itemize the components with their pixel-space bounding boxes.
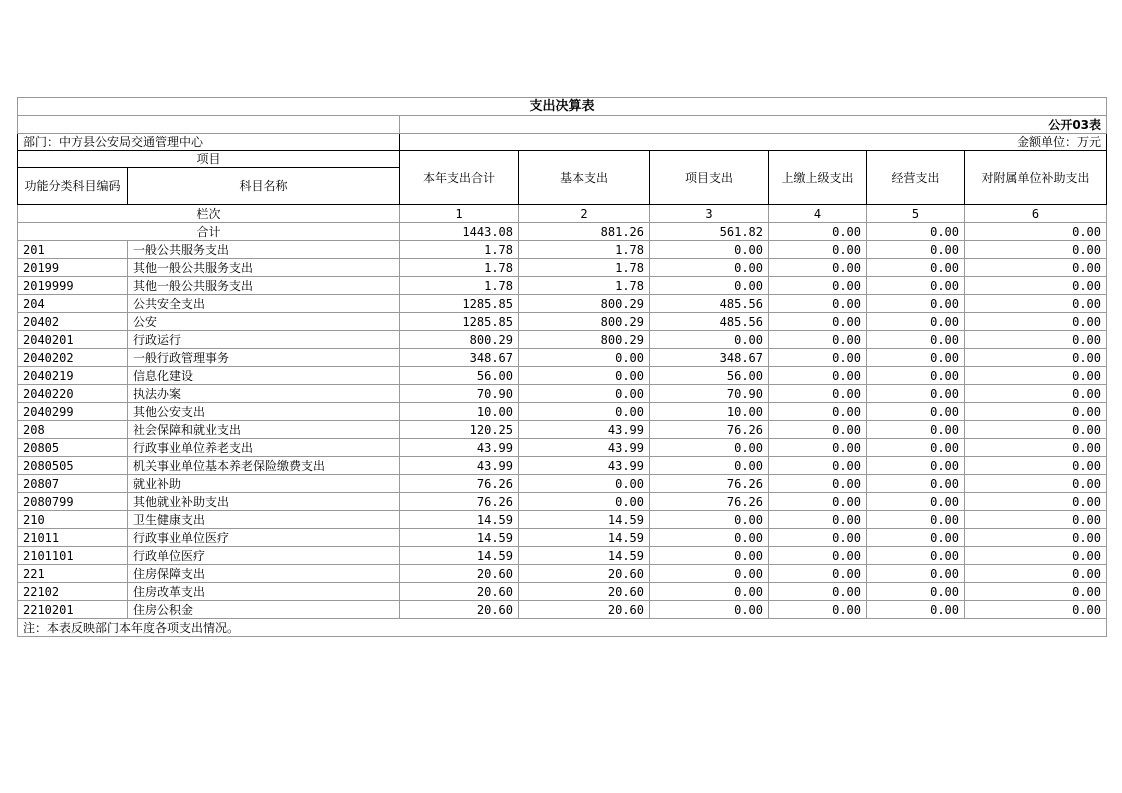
row-name: 一般公共服务支出 (128, 241, 400, 259)
row-value: 0.00 (965, 529, 1107, 547)
table-row (18, 349, 1107, 367)
row-value: 0.00 (965, 475, 1107, 493)
row-value: 0.00 (650, 565, 769, 583)
row-value: 0.00 (769, 277, 867, 295)
table-row (18, 421, 1107, 439)
row-name: 社会保障和就业支出 (128, 421, 400, 439)
row-value: 14.59 (519, 511, 650, 529)
row-value: 76.26 (650, 493, 769, 511)
row-value: 76.26 (400, 493, 519, 511)
row-value: 0.00 (965, 493, 1107, 511)
row-name: 公共安全支出 (128, 295, 400, 313)
row-value: 0.00 (867, 439, 965, 457)
table-row (18, 493, 1107, 511)
row-code: 20805 (18, 439, 128, 457)
row-value: 800.29 (519, 313, 650, 331)
total-value: 561.82 (650, 223, 769, 241)
row-value: 800.29 (400, 331, 519, 349)
row-value: 43.99 (519, 421, 650, 439)
row-value: 1285.85 (400, 313, 519, 331)
row-name: 行政事业单位养老支出 (128, 439, 400, 457)
row-value: 10.00 (400, 403, 519, 421)
row-code: 221 (18, 565, 128, 583)
header-upper: 上缴上级支出 (769, 151, 867, 205)
row-name: 执法办案 (128, 385, 400, 403)
row-value: 0.00 (650, 439, 769, 457)
row-value: 0.00 (965, 511, 1107, 529)
row-value: 20.60 (400, 601, 519, 619)
row-value: 14.59 (519, 529, 650, 547)
index-col: 2 (519, 205, 650, 223)
row-value: 0.00 (867, 313, 965, 331)
table-row (18, 511, 1107, 529)
row-value: 120.25 (400, 421, 519, 439)
row-value: 14.59 (400, 529, 519, 547)
row-value: 0.00 (867, 295, 965, 313)
row-code: 22102 (18, 583, 128, 601)
row-value: 0.00 (965, 259, 1107, 277)
row-value: 0.00 (965, 277, 1107, 295)
index-col: 4 (769, 205, 867, 223)
table-row (18, 241, 1107, 259)
row-value: 76.26 (650, 421, 769, 439)
row-value: 0.00 (769, 331, 867, 349)
table-row (18, 403, 1107, 421)
row-value: 0.00 (769, 601, 867, 619)
row-value: 0.00 (769, 547, 867, 565)
row-name: 其他公安支出 (128, 403, 400, 421)
row-value: 0.00 (650, 547, 769, 565)
header-name: 科目名称 (128, 168, 400, 205)
row-value: 0.00 (867, 367, 965, 385)
header-basic: 基本支出 (519, 151, 650, 205)
row-value: 0.00 (650, 529, 769, 547)
row-value: 70.90 (400, 385, 519, 403)
row-code: 20199 (18, 259, 128, 277)
index-col: 3 (650, 205, 769, 223)
row-value: 0.00 (867, 421, 965, 439)
row-name: 行政事业单位医疗 (128, 529, 400, 547)
row-value: 0.00 (867, 565, 965, 583)
header-code: 功能分类科目编码 (18, 168, 128, 205)
total-value: 1443.08 (400, 223, 519, 241)
row-name: 其他一般公共服务支出 (128, 259, 400, 277)
row-value: 0.00 (769, 241, 867, 259)
row-value: 0.00 (867, 331, 965, 349)
header-business: 经营支出 (867, 151, 965, 205)
index-col: 5 (867, 205, 965, 223)
table-note: 注：本表反映部门本年度各项支出情况。 (18, 619, 1107, 637)
table-row (18, 439, 1107, 457)
row-name: 行政单位医疗 (128, 547, 400, 565)
header-item-group: 项目 (18, 151, 400, 168)
row-code: 204 (18, 295, 128, 313)
row-value: 43.99 (400, 439, 519, 457)
row-value: 0.00 (650, 241, 769, 259)
row-value: 20.60 (519, 565, 650, 583)
table-row (18, 331, 1107, 349)
row-value: 76.26 (400, 475, 519, 493)
row-value: 0.00 (965, 421, 1107, 439)
row-value: 0.00 (769, 403, 867, 421)
row-value: 43.99 (400, 457, 519, 475)
form-number: 公开03表 (400, 116, 1107, 134)
row-name: 就业补助 (128, 475, 400, 493)
row-value: 1.78 (400, 259, 519, 277)
row-value: 0.00 (965, 241, 1107, 259)
total-value: 881.26 (519, 223, 650, 241)
row-value: 0.00 (519, 475, 650, 493)
row-code: 20402 (18, 313, 128, 331)
row-name: 一般行政管理事务 (128, 349, 400, 367)
row-value: 800.29 (519, 295, 650, 313)
row-value: 20.60 (519, 583, 650, 601)
row-value: 0.00 (769, 475, 867, 493)
row-value: 1.78 (400, 277, 519, 295)
table-row (18, 259, 1107, 277)
row-value: 0.00 (769, 439, 867, 457)
row-value: 0.00 (769, 583, 867, 601)
row-value: 0.00 (867, 241, 965, 259)
row-value: 0.00 (965, 313, 1107, 331)
row-value: 0.00 (519, 385, 650, 403)
table-row (18, 583, 1107, 601)
table-row (18, 475, 1107, 493)
row-code: 208 (18, 421, 128, 439)
total-row-label: 合计 (18, 223, 400, 241)
row-value: 56.00 (400, 367, 519, 385)
row-value: 800.29 (519, 331, 650, 349)
row-value: 0.00 (965, 565, 1107, 583)
row-code: 210 (18, 511, 128, 529)
row-code: 2040202 (18, 349, 128, 367)
unit-label: 金额单位：万元 (400, 134, 1107, 151)
row-value: 0.00 (769, 457, 867, 475)
row-value: 0.00 (965, 385, 1107, 403)
row-value: 0.00 (965, 367, 1107, 385)
row-value: 0.00 (769, 511, 867, 529)
row-value: 10.00 (650, 403, 769, 421)
row-value: 0.00 (867, 259, 965, 277)
row-value: 14.59 (400, 547, 519, 565)
row-code: 2080505 (18, 457, 128, 475)
total-value: 0.00 (769, 223, 867, 241)
row-value: 0.00 (650, 511, 769, 529)
row-value: 0.00 (769, 565, 867, 583)
row-value: 0.00 (867, 349, 965, 367)
header-subsidy: 对附属单位补助支出 (965, 151, 1107, 205)
row-value: 0.00 (769, 313, 867, 331)
row-value: 0.00 (650, 277, 769, 295)
row-value: 0.00 (965, 439, 1107, 457)
row-value: 0.00 (965, 583, 1107, 601)
row-value: 0.00 (519, 403, 650, 421)
row-code: 2080799 (18, 493, 128, 511)
row-value: 0.00 (519, 367, 650, 385)
row-code: 2210201 (18, 601, 128, 619)
row-value: 0.00 (965, 331, 1107, 349)
row-value: 0.00 (519, 349, 650, 367)
row-code: 2040201 (18, 331, 128, 349)
row-value: 0.00 (965, 295, 1107, 313)
row-value: 0.00 (769, 367, 867, 385)
row-value: 0.00 (769, 385, 867, 403)
row-name: 住房改革支出 (128, 583, 400, 601)
row-value: 20.60 (519, 601, 650, 619)
department-label: 部门：中方县公安局交通管理中心 (18, 134, 400, 151)
table-row (18, 277, 1107, 295)
row-value: 0.00 (965, 349, 1107, 367)
table-row (18, 565, 1107, 583)
row-value: 0.00 (965, 403, 1107, 421)
row-code: 2040219 (18, 367, 128, 385)
row-value: 485.56 (650, 313, 769, 331)
row-value: 1.78 (519, 259, 650, 277)
row-value: 0.00 (867, 547, 965, 565)
total-value: 0.00 (965, 223, 1107, 241)
table-row (18, 457, 1107, 475)
row-name: 信息化建设 (128, 367, 400, 385)
row-value: 1285.85 (400, 295, 519, 313)
row-value: 0.00 (867, 457, 965, 475)
row-value: 14.59 (519, 547, 650, 565)
row-value: 0.00 (769, 529, 867, 547)
row-code: 2040299 (18, 403, 128, 421)
table-row (18, 529, 1107, 547)
row-value: 20.60 (400, 565, 519, 583)
row-value: 0.00 (867, 385, 965, 403)
row-value: 348.67 (400, 349, 519, 367)
row-code: 20807 (18, 475, 128, 493)
row-value: 0.00 (769, 259, 867, 277)
index-row-label: 栏次 (18, 205, 400, 223)
blank-cell (18, 116, 400, 134)
row-value: 70.90 (650, 385, 769, 403)
row-value: 1.78 (400, 241, 519, 259)
total-value: 0.00 (867, 223, 965, 241)
row-value: 0.00 (519, 493, 650, 511)
table-row (18, 385, 1107, 403)
row-code: 201 (18, 241, 128, 259)
row-value: 0.00 (769, 295, 867, 313)
row-value: 0.00 (769, 421, 867, 439)
row-name: 公安 (128, 313, 400, 331)
row-value: 76.26 (650, 475, 769, 493)
row-value: 56.00 (650, 367, 769, 385)
row-value: 485.56 (650, 295, 769, 313)
row-name: 住房保障支出 (128, 565, 400, 583)
expenditure-statement-sheet (17, 97, 1106, 637)
row-value: 0.00 (650, 259, 769, 277)
row-code: 21011 (18, 529, 128, 547)
row-value: 0.00 (650, 457, 769, 475)
row-value: 20.60 (400, 583, 519, 601)
row-value: 0.00 (650, 331, 769, 349)
row-name: 机关事业单位基本养老保险缴费支出 (128, 457, 400, 475)
row-code: 2019999 (18, 277, 128, 295)
row-value: 0.00 (867, 475, 965, 493)
row-value: 0.00 (867, 403, 965, 421)
row-value: 1.78 (519, 241, 650, 259)
row-value: 0.00 (965, 457, 1107, 475)
row-name: 住房公积金 (128, 601, 400, 619)
table-row (18, 313, 1107, 331)
row-value: 0.00 (867, 583, 965, 601)
row-value: 0.00 (650, 601, 769, 619)
row-value: 0.00 (867, 511, 965, 529)
row-value: 1.78 (519, 277, 650, 295)
row-value: 0.00 (867, 601, 965, 619)
table-row (18, 601, 1107, 619)
header-project: 项目支出 (650, 151, 769, 205)
row-value: 0.00 (650, 583, 769, 601)
row-value: 14.59 (400, 511, 519, 529)
row-value: 0.00 (769, 349, 867, 367)
row-value: 0.00 (769, 493, 867, 511)
row-name: 卫生健康支出 (128, 511, 400, 529)
row-value: 43.99 (519, 457, 650, 475)
row-value: 0.00 (965, 601, 1107, 619)
row-value: 348.67 (650, 349, 769, 367)
table-row (18, 367, 1107, 385)
row-code: 2101101 (18, 547, 128, 565)
row-value: 0.00 (867, 493, 965, 511)
expenditure-table (17, 97, 1107, 637)
row-value: 43.99 (519, 439, 650, 457)
row-value: 0.00 (965, 547, 1107, 565)
row-value: 0.00 (867, 529, 965, 547)
row-name: 行政运行 (128, 331, 400, 349)
row-name: 其他一般公共服务支出 (128, 277, 400, 295)
row-name: 其他就业补助支出 (128, 493, 400, 511)
row-value: 0.00 (867, 277, 965, 295)
index-col: 1 (400, 205, 519, 223)
header-total: 本年支出合计 (400, 151, 519, 205)
row-code: 2040220 (18, 385, 128, 403)
table-row (18, 547, 1107, 565)
index-col: 6 (965, 205, 1107, 223)
table-title: 支出决算表 (18, 98, 1107, 116)
table-row (18, 295, 1107, 313)
